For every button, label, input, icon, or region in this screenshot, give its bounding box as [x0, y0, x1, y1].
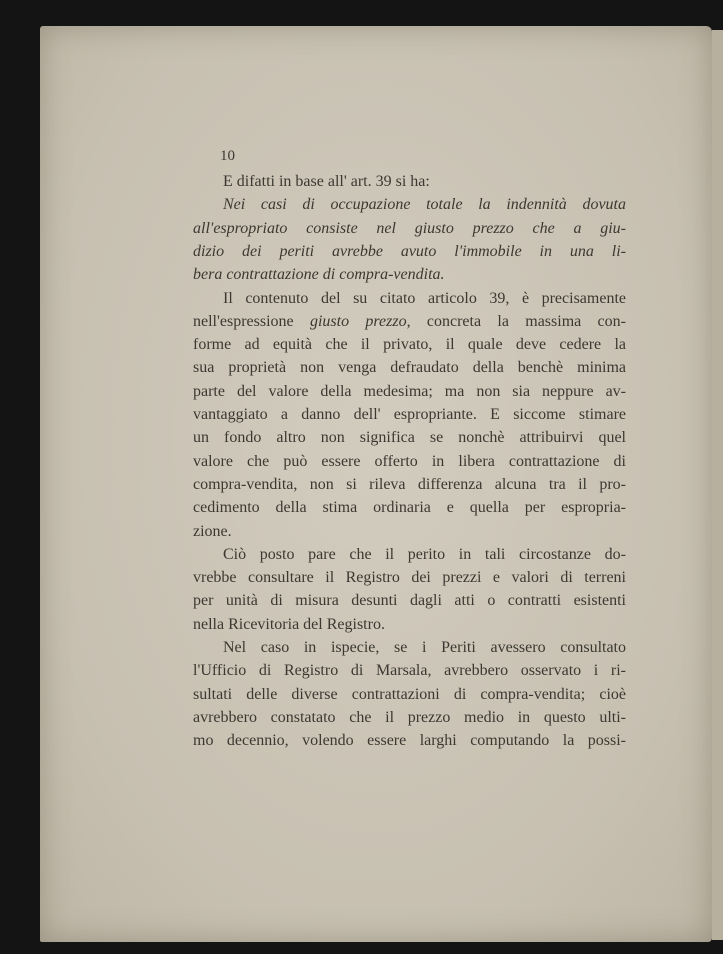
text-line: vantaggiato a danno dell' espropriante. E siccome stimare	[193, 406, 626, 423]
text-line: cedimento della stima ordinaria e quella per espropria-	[193, 499, 626, 517]
text-line: parte del valore della medesima; ma non sia neppure av-	[193, 382, 626, 400]
document-page	[40, 26, 712, 942]
text-line: un fondo altro non significa se nonchè attribuirvi quel	[193, 429, 626, 447]
text-line: vrebbe consultare il Registro dei prezzi e valori di terreni	[193, 569, 626, 587]
text-line: nell'espressione giusto prezzo, concreta la massima con-	[193, 312, 626, 330]
page-body-text	[40, 26, 712, 942]
text-line: sultati delle diverse contrattazioni di compra-vendita; cioè	[193, 685, 626, 703]
text-line: all'espropriato consiste nel giusto prezzo che a giu-	[193, 219, 626, 237]
text-line: per unità di misura desunti dagli atti o contratti esistenti	[193, 592, 626, 610]
text-line: bera contrattazione di compra-vendita.	[193, 266, 445, 284]
text-line: compra-vendita, non si rileva differenza alcuna tra il pro-	[193, 475, 626, 493]
text-line: forme ad equità che il privato, il quale deve cedere la	[193, 336, 626, 354]
text-line: mo decennio, volendo essere larghi computando la possi-	[193, 732, 626, 750]
text-line: dizio dei periti avrebbe avuto l'immobile in una li-	[193, 242, 626, 260]
text-line: sua proprietà non venga defraudato della benchè minima	[193, 359, 626, 377]
text-line: nella Ricevitoria del Registro.	[193, 615, 385, 633]
page-number: 10	[220, 148, 235, 164]
next-page-edge	[712, 30, 723, 940]
text-line: l'Ufficio di Registro di Marsala, avrebbero osservato i ri-	[193, 662, 626, 680]
text-line: Il contenuto del su citato articolo 39, è precisamente	[223, 289, 626, 307]
text-line: zione.	[193, 522, 232, 540]
text-line: E difatti in base all' art. 39 si ha:	[223, 173, 430, 190]
text-line: Nel caso in ispecie, se i Periti avessero consultato	[223, 639, 626, 656]
text-line: avrebbero constatato che il prezzo medio in questo ulti-	[193, 708, 626, 726]
text-line: valore che può essere offerto in libera contrattazione di	[193, 452, 626, 470]
text-line: Ciò posto pare che il perito in tali circostanze do-	[223, 545, 626, 563]
text-line: Nei casi di occupazione totale la indennità dovuta	[223, 196, 626, 214]
